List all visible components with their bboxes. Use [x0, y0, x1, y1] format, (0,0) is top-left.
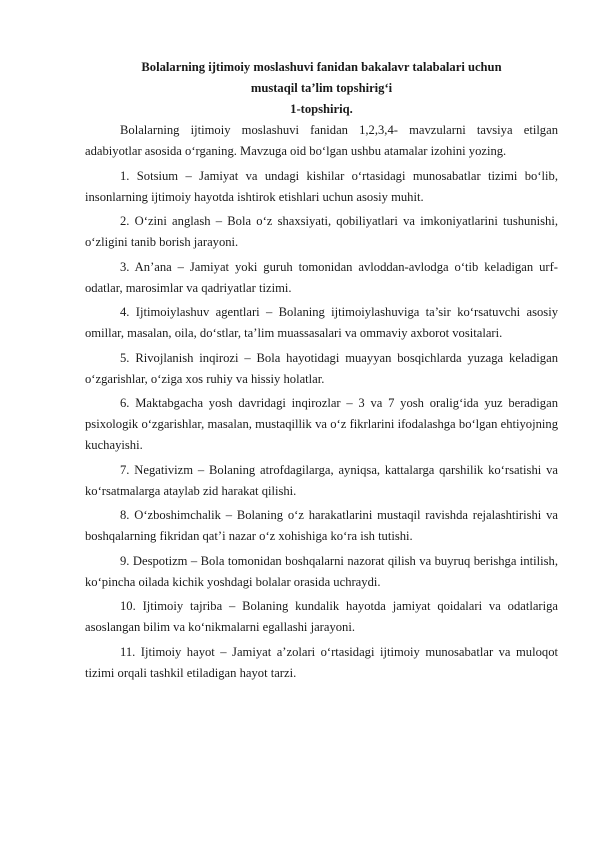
term-item-6: 6. Maktabgacha yosh davridagi inqirozlar – 3 va 7 yosh oralig‘ida yuz beradigan psixologik o‘zgarishlar, masalan, mustaqillik va o‘z fikrlarini ifodalashga bo‘lgan ehtiyojning kuchayishi. [85, 396, 558, 452]
term-item-8: 8. O‘zboshimchalik – Bolaning o‘z harakatlarini mustaqil ravishda rejalashtirishi va boshqalarning fikridan qat’i nazar o‘z xohishiga ko‘ra ish tutishi. [85, 508, 558, 543]
term-item-11: 11. Ijtimoiy hayot – Jamiyat a’zolari o‘rtasidagi ijtimoiy munosabatlar va muloqot tizimi orqali tashkil etiladigan hayot tarzi. [85, 644, 558, 680]
term-item-3: 3. An’ana – Jamiyat yoki guruh tomonidan avloddan-avlodga o‘tib keladigan urf-odatlar, marosimlar va qadriyatlar tizimi. [85, 259, 558, 295]
intro-paragraph: Bolalarning ijtimoiy moslashuvi fanidan 1,2,3,4- mavzularni tavsiya etilgan adabiyotlar asosida o‘rganing. Mavzuga oid bo‘lgan ushbu atamalar izohini yozing. [85, 123, 558, 158]
term-item-1: 1. Sotsium – Jamiyat va undagi kishilar o‘rtasidagi munosabatlar tizimi bo‘lib, insonlarning ijtimoiy hayotda ishtirok etishlari uchun asosiy muhit. [85, 168, 558, 204]
term-item-5: 5. Rivojlanish inqirozi – Bola hayotidagi muayyan bosqichlarda yuzaga keladigan o‘zgarishlar, o‘ziga xos ruhiy va hissiy holatlar. [85, 350, 558, 386]
document-title-line-2: mustaqil ta’lim topshirig‘i [250, 81, 393, 95]
assignment-heading: 1-topshiriq. [290, 102, 353, 116]
term-item-2: 2. O‘zini anglash – Bola o‘z shaxsiyati, qobiliyatlari va imkoniyatlarini tushunishi, o‘zligini tanib borish jarayoni. [85, 214, 558, 249]
term-item-4: 4. Ijtimoiylashuv agentlari – Bolaning ijtimoiylashuviga ta’sir ko‘rsatuvchi asosiy omillar, masalan, oila, do‘stlar, ta’lim muassasalari va ommaviy axborot vositalari. [85, 305, 558, 340]
document-page [85, 57, 558, 687]
term-item-10: 10. Ijtimoiy tajriba – Bolaning kundalik hayotda jamiyat qoidalari va odatlariga asoslangan bilim va ko‘nikmalarni egallashi jarayoni. [85, 599, 558, 634]
document-title-line-1: Bolalarning ijtimoiy moslashuvi fanidan bakalavr talabalari uchun [141, 60, 502, 74]
term-item-7: 7. Negativizm – Bolaning atrofdagilarga, ayniqsa, kattalarga qarshilik ko‘rsatishi va ko‘rsatmalarga ataylab zid harakat qilishi. [85, 462, 558, 498]
term-item-9: 9. Despotizm – Bola tomonidan boshqalarni nazorat qilish va buyruq berishga intilish, ko‘pincha oilada kichik yoshdagi bolalar orasida uchraydi. [85, 553, 558, 589]
